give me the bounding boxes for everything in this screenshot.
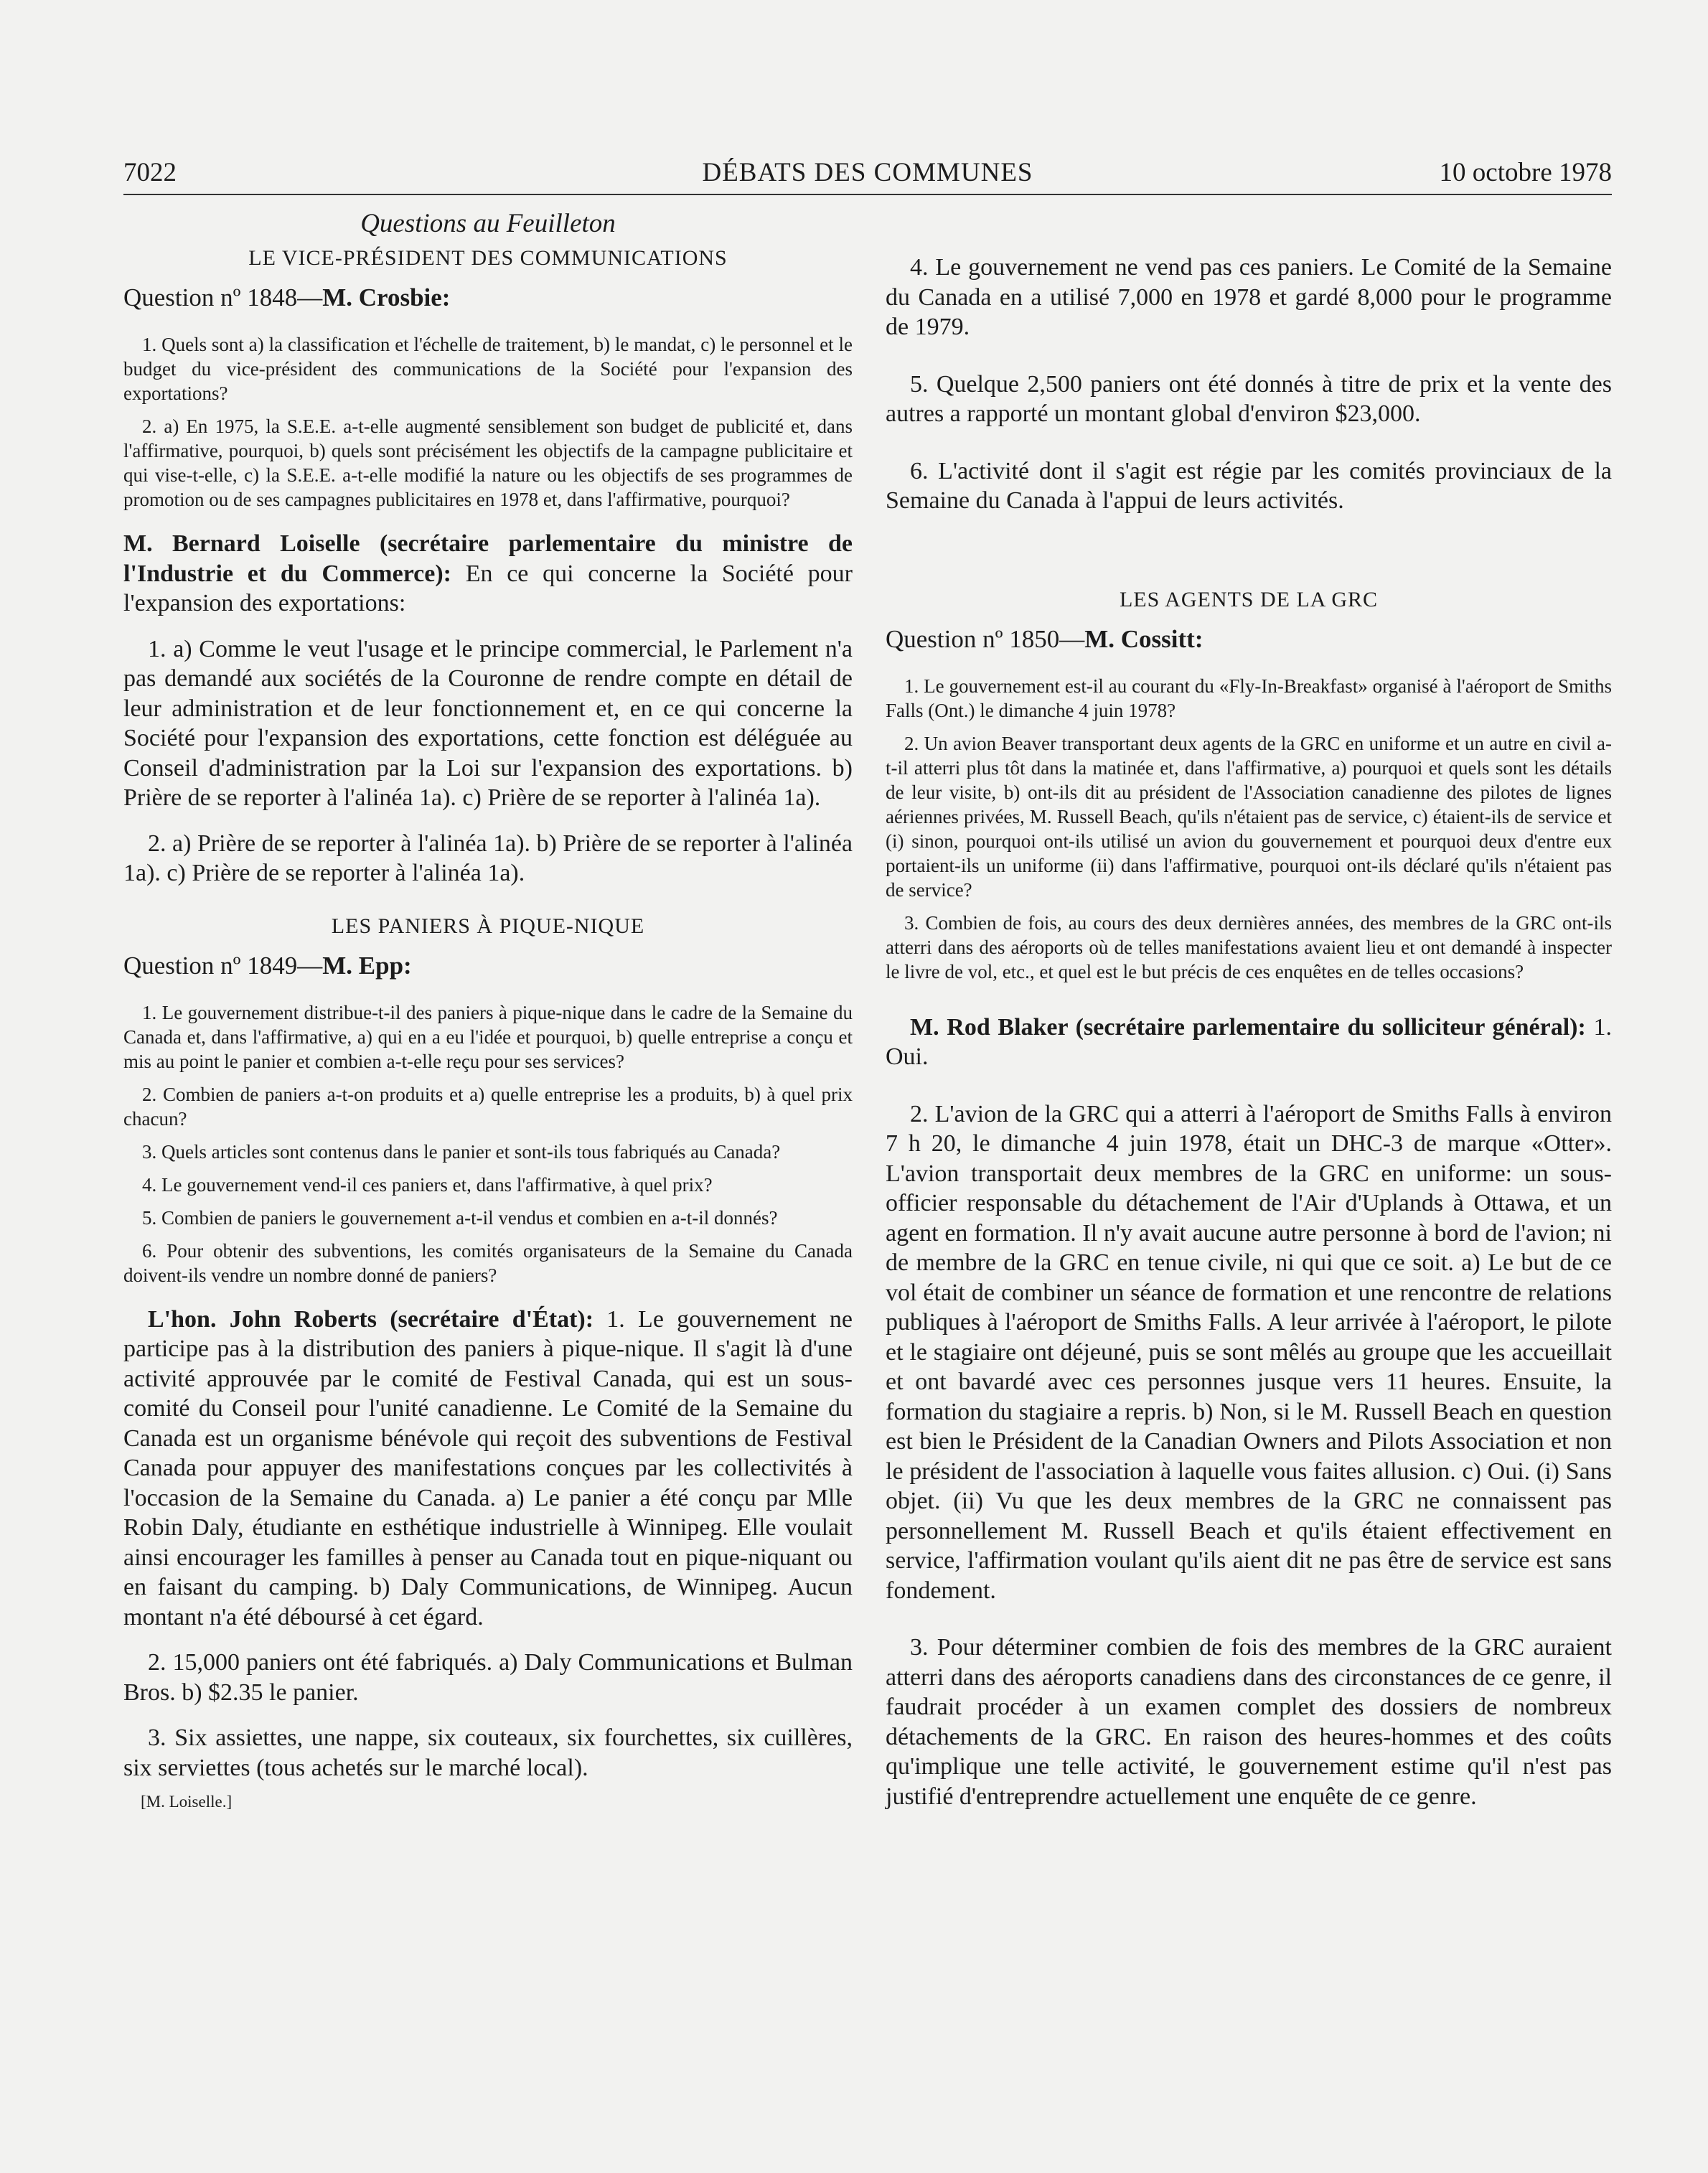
- question-title: [123, 952, 853, 980]
- question-paragraph: 2. Combien de paniers a-t-on produits et a) quelle entreprise les a produits, b) à quel prix chacun?: [123, 1083, 853, 1130]
- answer-paragraph: 4. Le gouvernement ne vend pas ces paniers. Le Comité de la Semaine du Canada en a utilisé 7,000 en 1978 et gardé 8,000 pour le programme de 1979.: [886, 254, 1612, 340]
- answer-paragraph: 6. L'activité dont il s'agit est régie par les comités provinciaux de la Semaine du Canada à l'appui de leurs activités.: [886, 457, 1612, 514]
- question-paragraph: 1. Quels sont a) la classification et l'échelle de traitement, b) le mandat, c) le personnel et le budget du vice-président des communications de la Société pour l'expansion des exportations?: [123, 334, 853, 404]
- left-column: [123, 208, 853, 1811]
- attribution: [M. Loiselle.]: [141, 1793, 233, 1811]
- page-header: [123, 156, 1612, 195]
- question-paragraph: 6. Pour obtenir des subventions, les comités organisateurs de la Semaine du Canada doivent-ils vendre un nombre donné de paniers?: [123, 1239, 853, 1286]
- question-number: Question nº 1849—: [123, 951, 323, 980]
- answer-paragraph: [123, 529, 853, 619]
- answer-paragraph: [123, 1305, 853, 1633]
- answer-paragraph: 3. Pour déterminer combien de fois des membres de la GRC auraient atterri dans des aéroports canadiens dans des circonstances de ce genre, il faudrait procéder à un examen complet des dossiers de nombreux détachements de la GRC. En raison des heures-hommes et des coûts qu'implique une telle activité, le gouvernement estime qu'il n'est pas justifié d'entreprendre actuellement une enquête de ce genre.: [886, 1634, 1612, 1810]
- question-title: [123, 283, 853, 312]
- subject-heading: LES AGENTS DE LA GRC: [1119, 587, 1379, 611]
- page-number: 7022: [123, 158, 177, 187]
- question-member: M. Crosbie:: [322, 283, 451, 311]
- speaker-name: L'hon. John Roberts (secrétaire d'État):: [148, 1305, 594, 1333]
- answer-paragraph: 3. Six assiettes, une nappe, six couteaux, six fourchettes, six cuillères, six serviettes (tous achetés sur le marché local).: [123, 1724, 853, 1781]
- answer-text: 1. Le gouvernement ne participe pas à la distribution des paniers à pique-nique. Il s'agit là d'une activité approuvée par le comité de Festival Canada, qui est un sous-comité du Conseil pour l'unité canadienne. Le Comité de la Semaine du Canada est un organisme bénévole qui reçoit des subventions de Festival Canada pour appuyer des manifestations conçues par les collectivités à l'occasion de la Semaine du Canada. a) Le panier a été conçu par Mlle Robin Daly, étudiante en esthétique industrielle à Winnipeg. Elle voulait ainsi encourager les familles à penser au Canada tout en pique-niquant ou en faisant du camping. b) Daly Communications, de Winnipeg. Aucun montant n'a été déboursé à cet égard.: [123, 1305, 853, 1630]
- question-paragraph: 2. a) En 1975, la S.E.E. a-t-elle augmenté sensiblement son budget de publicité et, dans l'affirmative, pourquoi, b) quels sont précisément les objectifs de la campagne publicitaire et qui vise-t-elle, c) la S.E.E. a-t-elle modifié la nature ou les objectifs de ses programmes de promotion ou de ses campagnes publicitaires en 1978 et, dans l'affirmative, pourquoi?: [123, 416, 853, 510]
- answer-paragraph: 2. a) Prière de se reporter à l'alinéa 1a). b) Prière de se reporter à l'alinéa 1a). c) Prière de se reporter à l'alinéa 1a).: [123, 830, 853, 886]
- question-paragraph: 3. Combien de fois, au cours des deux dernières années, des membres de la GRC ont-ils atterri dans des aéroports où de telles manifestations avaient lieu et ont demandé à inspecter le livre de vol, etc., et quel est le but précis de ces enquêtes en de telles occasions?: [886, 911, 1612, 982]
- question-paragraph: 1. Le gouvernement distribue-t-il des paniers à pique-nique dans le cadre de la Semaine du Canada et, dans l'affirmative, a) qui en a eu l'idée et pourquoi, b) quelle entreprise a conçu et mis au point le panier et combien a-t-elle reçu pour ses services?: [123, 1001, 853, 1072]
- answer-text: 1. Oui.: [886, 1013, 1613, 1070]
- question-number: Question nº 1850—: [886, 624, 1085, 653]
- question-member: M. Epp:: [322, 951, 412, 980]
- answer-paragraph: [886, 1013, 1612, 1072]
- question-paragraph: 4. Le gouvernement vend-il ces paniers et, dans l'affirmative, à quel prix?: [142, 1173, 713, 1196]
- question-paragraph: 1. Le gouvernement est-il au courant du «Fly-In-Breakfast» organisé à l'aéroport de Smiths Falls (Ont.) le dimanche 4 juin 1978?: [886, 675, 1612, 721]
- question-title: [886, 625, 1612, 654]
- question-paragraph: 3. Quels articles sont contenus dans le panier et sont-ils tous fabriqués au Canada?: [142, 1140, 781, 1163]
- answer-paragraph: 5. Quelque 2,500 paniers ont été donnés à titre de prix et la vente des autres a rapporté un montant global d'environ $23,000.: [886, 370, 1612, 427]
- question-member: M. Cossitt:: [1084, 624, 1203, 653]
- question-number: Question nº 1848—: [123, 283, 323, 311]
- subject-heading: LES PANIERS À PIQUE-NIQUE: [331, 914, 645, 938]
- header-title: DÉBATS DES COMMUNES: [702, 158, 1033, 187]
- answer-text: En ce qui concerne la Société pour l'expansion des exportations:: [123, 560, 853, 616]
- right-column: [886, 253, 1612, 1827]
- question-paragraph: 2. Un avion Beaver transportant deux agents de la GRC en uniforme et un autre en civil a-t-il atterri plus tôt dans la matinée et, dans l'affirmative, a) pourquoi et quels sont les détails de leur visite, b) ont-ils dit au président de l'Association canadienne des pilotes de lignes aériennes privées, M. Russell Beach, qu'ils n'étaient pas de service, c) étaient-ils de service et (i) sinon, pourquoi ont-ils utilisé un avion du gouvernement et pourquoi deux d'entre eux portaient-ils un uniforme (ii) dans l'affirmative, pourquoi ont-ils déclaré qu'ils n'étaient pas de service?: [886, 732, 1612, 901]
- subject-heading: LE VICE-PRÉSIDENT DES COMMUNICATIONS: [248, 246, 728, 270]
- section-heading: Questions au Feuilleton: [360, 209, 616, 238]
- answer-paragraph: 2. L'avion de la GRC qui a atterri à l'aéroport de Smiths Falls à environ 7 h 20, le dimanche 4 juin 1978, était un DHC-3 de marque «Otter». L'avion transportait deux membres de la GRC en uniforme: un sous-officier responsable du détachement de l'Air d'Uplands à Ottawa, et un agent en formation. Il n'y avait aucune autre personne à bord de l'avion; ni de membre de la GRC en tenue civile, ni qui que ce soit. a) Le but de ce vol était de combiner un séance de formation et une rencontre de relations publiques à l'aéroport de Smiths Falls. A leur arrivée à l'aéroport, le pilote et le stagiaire ont déjeuné, puis se sont mêlés au groupe que les accueillait et ont bavardé avec ces personnes jusque vers 11 heures. Ensuite, la formation du stagiaire a repris. b) Non, si le M. Russell Beach en question est bien le Président de la Canadian Owners and Pilots Association et non le président de l'association à laquelle vous faites allusion. c) Oui. (i) Sans objet. (ii) Vu que les deux membres de la GRC ne connaissent pas personnellement M. Russell Beach et qu'ils étaient effectivement en service, l'affirmation voulant qu'ils aient dit ne pas être de service est sans fondement.: [886, 1100, 1612, 1604]
- answer-paragraph: 1. a) Comme le veut l'usage et le principe commercial, le Parlement n'a pas demandé aux sociétés de la Couronne de rendre compte en détail de leur administration et de leur fonctionnement et, en ce qui concerne la Société pour l'expansion des exportations, cette fonction est déléguée au Conseil d'administration par la Loi sur l'expansion des exportations. b) Prière de se reporter à l'alinéa 1a). c) Prière de se reporter à l'alinéa 1a).: [123, 635, 853, 811]
- speaker-name: M. Bernard Loiselle (secrétaire parlementaire du ministre de l'Industrie et du Commerce):: [123, 530, 853, 587]
- header-date: 10 octobre 1978: [1439, 158, 1612, 187]
- question-paragraph: 5. Combien de paniers le gouvernement a-t-il vendus et combien en a-t-il donnés?: [142, 1206, 778, 1229]
- answer-paragraph: 2. 15,000 paniers ont été fabriqués. a) Daly Communications et Bulman Bros. b) $2.35 le panier.: [123, 1649, 853, 1706]
- speaker-name: M. Rod Blaker (secrétaire parlementaire du solliciteur général):: [910, 1013, 1586, 1041]
